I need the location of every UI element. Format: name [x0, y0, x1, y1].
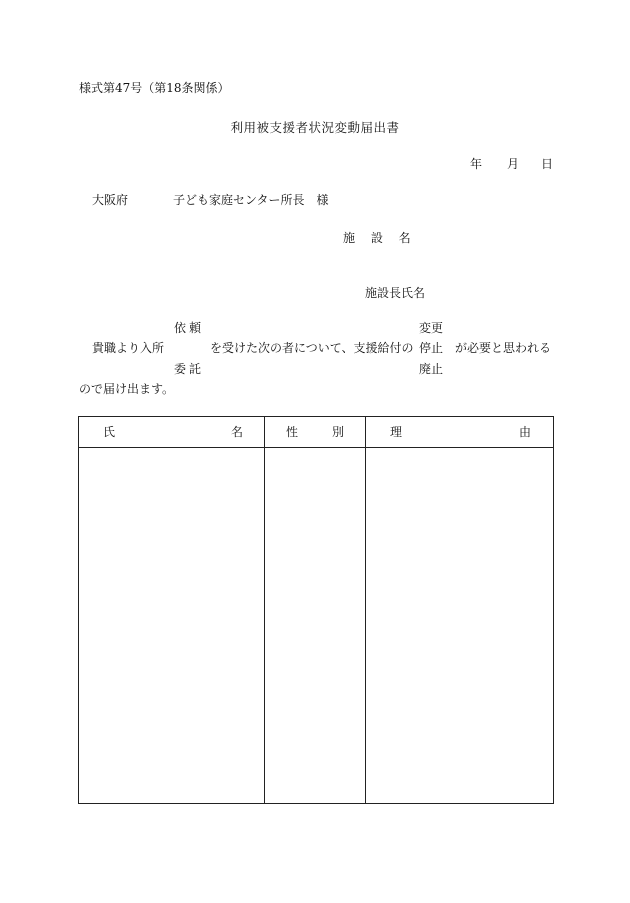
cell-gender[interactable]: [265, 448, 366, 804]
body-tail-text: が必要と思われる: [455, 341, 552, 355]
body-middle-text: を受けた次の者について、支援給付の: [210, 341, 414, 355]
table-row: [79, 448, 554, 804]
header-gender-char-1: 性: [286, 425, 299, 439]
addressee-prefecture: 大阪府: [92, 193, 129, 207]
date-year-label: 年: [470, 157, 483, 171]
cell-name[interactable]: [79, 448, 265, 804]
option-action-change: 変更: [419, 321, 444, 335]
header-gender-char-2: 別: [332, 425, 345, 439]
header-reason-char-2: 由: [519, 425, 532, 439]
option-action-stop: 停止: [419, 341, 444, 355]
date-day-label: 日: [541, 157, 554, 171]
form-number: 様式第47号（第18条関係）: [79, 81, 230, 95]
facility-director-label: 施設長氏名: [365, 286, 426, 300]
header-reason: [366, 417, 554, 448]
addressee-center: 子ども家庭センター所長 様: [173, 193, 329, 207]
option-request-irai: 依頼: [174, 321, 205, 335]
facility-name-label: 施 設 名: [343, 231, 417, 245]
report-table: [78, 416, 554, 804]
date-month-label: 月: [507, 157, 520, 171]
header-gender: [265, 417, 366, 448]
option-action-abolish: 廃止: [419, 362, 444, 376]
table-header-row: [79, 417, 554, 448]
body-continuation-text: ので届け出ます。: [79, 382, 175, 396]
document-title: 利用被支援者状況変動届出書: [230, 120, 400, 135]
header-name-char-2: 名: [231, 425, 244, 439]
option-request-itaku: 委託: [174, 362, 205, 376]
header-reason-char-1: 理: [390, 425, 403, 439]
cell-reason[interactable]: [366, 448, 554, 804]
header-name: [79, 417, 265, 448]
body-lead-text: 貴職より入所: [92, 341, 165, 355]
header-name-char-1: 氏: [103, 425, 116, 439]
